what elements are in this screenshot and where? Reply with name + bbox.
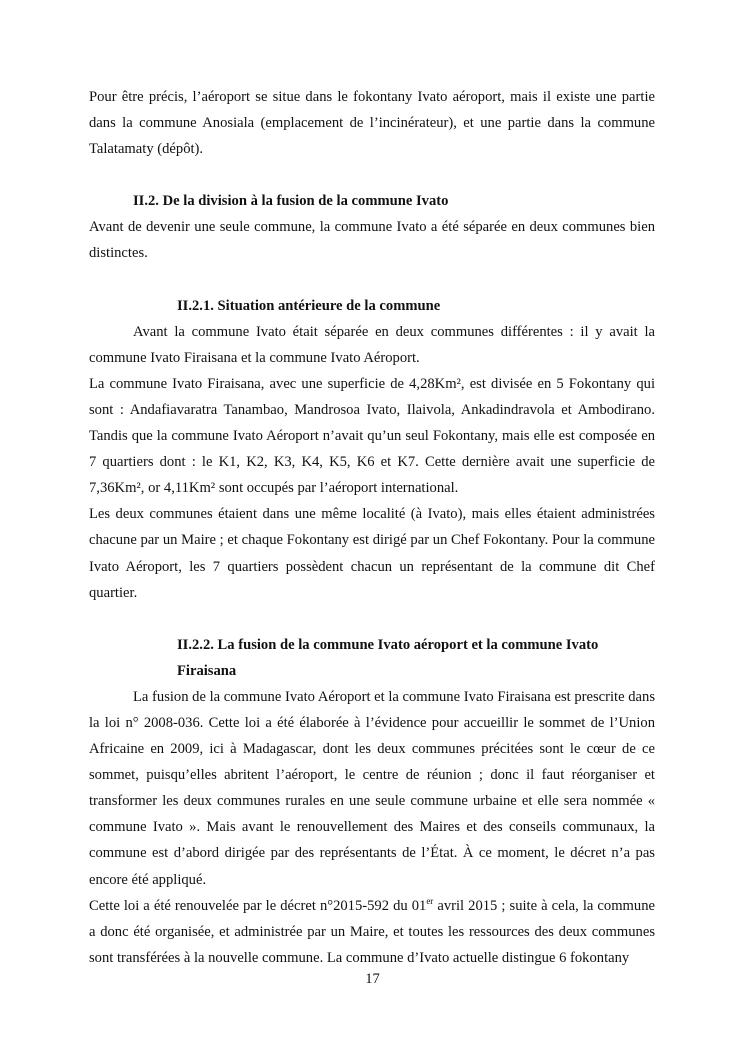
paragraph-division-intro: Avant de devenir une seule commune, la commune Ivato a été séparée en deux communes bien distinctes. [89,219,655,262]
decree-date-superscript: er [426,895,434,906]
paragraph-firaisana-details: La commune Ivato Firaisana, avec une superficie de 4,28Km², est divisée en 5 Fokontany qui sont : Andafiavaratra Tanambao, Mandrosoa Ivato, Ilaivola, Ankadindravola et Ambodirano. Tandis que la commune Ivato Aéroport n’avait qu’un seul Fokontany, mais elle est composée en 7 quartiers dont : le K1, K2, K3, K4, K5, K6 et K7. Cette dernière avait une superficie de 7,36Km², or 4,11Km² sont occupés par l’aéroport international. [89,375,655,497]
paragraph-fusion-law: La fusion de la commune Ivato Aéroport et la commune Ivato Firaisana est prescrite dans la loi n° 2008-036. Cette loi a été élaborée à l’évidence pour accueillir le sommet de l’Union Africaine en 2009, ici à Madagascar, dont les deux communes précitées sont le cœur de ce sommet, puisqu’elles abritent l’aéroport, le centre de réunion ; donc il faut réorganiser et transformer les deux communes rurales en une seule commune urbaine et elle sera nommée « commune Ivato ». Mais avant le renouvellement des Maires et des conseils communaux, la commune est d’abord dirigée par des représentants de l’État. À ce moment, le décret n’a pas encore été appliqué. [89,688,655,888]
heading-fusion-line-1: II.2.2. La fusion de la commune Ivato aéroport et la commune Ivato [177,636,599,653]
decree-text-end: avril 2015 ; suite à cela, la commune a donc été organisée, et administrée par un Maire, et toutes les ressources des deux communes sont transférées à la nouvelle commune. La commune d’Ivato actuelle distingue 6 fokontany [89,897,655,966]
decree-text-start: Cette loi a été renouvelée par le décret n°2015-592 du 01 [89,897,427,914]
heading-fusion [89,632,655,684]
paragraph-decree [89,893,655,971]
heading-division-fusion: II.2. De la division à la fusion de la commune Ivato [133,193,449,210]
paragraph-airport-location: Pour être précis, l’aéroport se situe dans le fokontany Ivato aéroport, mais il existe une partie dans la commune Anosiala (emplacement de l’incinérateur), et une partie dans la commune Talatamaty (dépôt). [89,89,655,158]
heading-previous-situation: II.2.1. Situation antérieure de la commune [177,297,441,314]
paragraph-two-communes: Avant la commune Ivato était séparée en deux communes différentes : il y avait la commune Ivato Firaisana et la commune Ivato Aéroport. [89,323,655,366]
page-number: 17 [365,971,380,987]
page-body [89,84,655,971]
heading-fusion-line-2: Firaisana [177,662,237,679]
paragraph-administration: Les deux communes étaient dans une même localité (à Ivato), mais elles étaient administrées chacune par un Maire ; et chaque Fokontany est dirigé par un Chef Fokontany. Pour la commune Ivato Aéroport, les 7 quartiers possèdent chacun un représentant de la commune dit Chef quartier. [89,506,655,601]
